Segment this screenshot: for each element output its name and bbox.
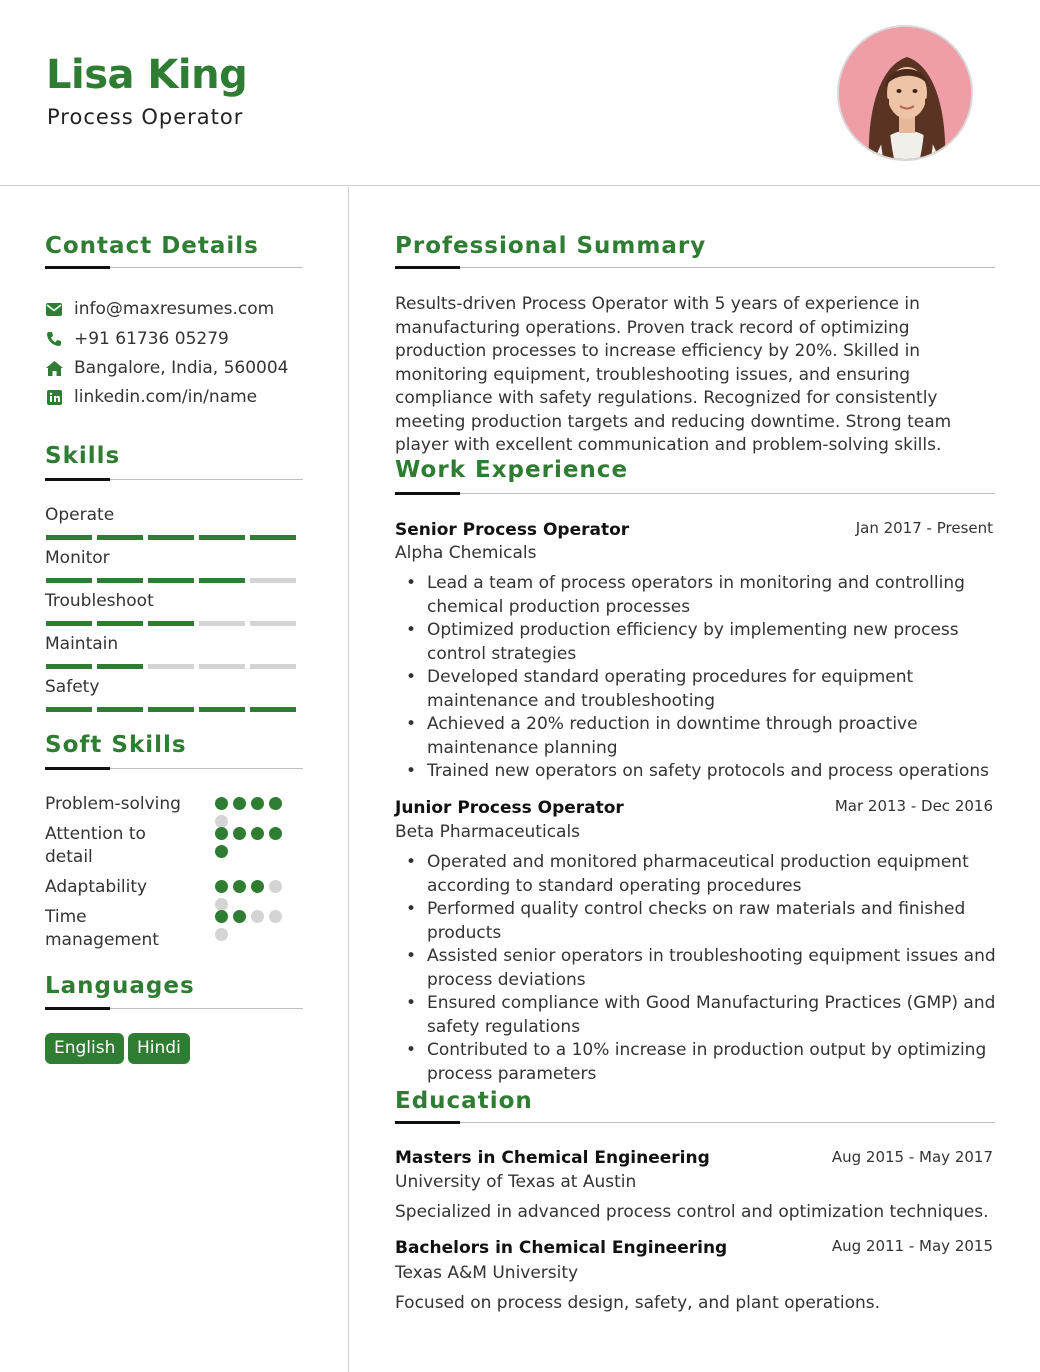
job-bullet: • Performed quality control checks on raw materials and finished products: [406, 898, 996, 945]
job-bullet: • Lead a team of process operators in monitoring and controlling chemical production processes: [406, 572, 996, 619]
skill-level-segment: [199, 707, 245, 712]
degree-dates: Aug 2011 - May 2015: [831, 1237, 993, 1255]
rating-dot: [233, 827, 246, 840]
column-divider: [348, 187, 349, 1372]
contact-linkedin[interactable]: [45, 386, 257, 408]
soft-skill-rating: [215, 910, 295, 941]
rating-dot: [215, 880, 228, 893]
languages-section-title: Languages: [45, 973, 195, 999]
linkedin-icon: [45, 388, 63, 406]
summary-section-rule: [395, 267, 995, 268]
rating-dot: [269, 880, 282, 893]
soft-skill-label: Adaptability: [45, 877, 148, 897]
skill-level-segment: [250, 664, 296, 669]
soft-skill-rating: [215, 827, 295, 858]
rating-dot: [251, 797, 264, 810]
skill-level-segment: [148, 621, 194, 626]
candidate-role: Process Operator: [47, 105, 244, 129]
soft-skill-rating: [215, 880, 295, 911]
job-bullet: • Contributed to a 10% increase in production output by optimizing process parameters: [406, 1039, 996, 1086]
school-name: University of Texas at Austin: [395, 1172, 637, 1192]
skill-label: Monitor: [45, 548, 110, 568]
summary-text: Results-driven Process Operator with 5 years of experience in manufacturing operations. Proven track record of optimizing production processes to increase efficiency by 20%. Skilled in monitoring equipment, troubleshooting issues, and ensuring compliance with safety regulations. Recognized for consistently meeting production targets and reducing downtime. Strong team player with excellent communication and problem-solving skills.: [395, 294, 952, 455]
degree-title: Bachelors in Chemical Engineering: [395, 1238, 728, 1258]
rating-dot: [215, 827, 228, 840]
skill-level-bar: [46, 621, 296, 626]
rating-dot: [233, 797, 246, 810]
contact-address-text: Bangalore, India, 560004: [74, 358, 289, 378]
rating-dot: [233, 880, 246, 893]
rating-dot: [215, 845, 228, 858]
contact-linkedin-text: linkedin.com/in/name: [74, 387, 258, 407]
home-icon: [45, 359, 63, 377]
skill-label: Operate: [45, 505, 115, 525]
job-dates: Mar 2013 - Dec 2016: [834, 797, 993, 815]
contact-address: [45, 357, 289, 379]
rating-dot: [215, 797, 228, 810]
degree-description: Focused on process design, safety, and plant operations.: [395, 1293, 881, 1313]
job-bullet: • Trained new operators on safety protocols and process operations: [406, 760, 996, 784]
soft-skills-section-title: Soft Skills: [45, 732, 187, 758]
skill-level-segment: [46, 707, 92, 712]
resume-header: [0, 0, 1040, 186]
skill-level-segment: [46, 621, 92, 626]
skill-level-segment: [148, 535, 194, 540]
envelope-icon: [45, 300, 63, 318]
skill-level-bar: [46, 578, 296, 583]
rating-dot: [251, 910, 264, 923]
skill-level-bar: [46, 664, 296, 669]
soft-skills-section-rule: [45, 768, 303, 769]
contact-phone-text: +91 61736 05279: [74, 329, 229, 349]
contact-phone[interactable]: [45, 328, 229, 350]
rating-dot: [251, 827, 264, 840]
experience-section-title: Work Experience: [395, 457, 629, 483]
profile-photo-illustration: [839, 27, 973, 161]
skill-level-segment: [148, 664, 194, 669]
skill-level-segment: [148, 578, 194, 583]
job-title: Junior Process Operator: [395, 798, 624, 818]
degree-title: Masters in Chemical Engineering: [395, 1148, 710, 1168]
job-bullet: • Operated and monitored pharmaceutical production equipment according to standard operating procedures: [406, 851, 996, 898]
skill-label: Maintain: [45, 634, 119, 654]
soft-skill-label: Time management: [45, 907, 159, 950]
skill-level-segment: [250, 535, 296, 540]
skills-section-rule: [45, 479, 303, 480]
degree-description: Specialized in advanced process control and optimization techniques.: [395, 1202, 989, 1222]
school-name: Texas A&M University: [395, 1263, 579, 1283]
skill-level-segment: [250, 621, 296, 626]
languages-section-rule: [45, 1008, 303, 1009]
skill-level-segment: [97, 621, 143, 626]
skill-level-segment: [97, 535, 143, 540]
job-bullet: • Achieved a 20% reduction in downtime through proactive maintenance planning: [406, 713, 996, 760]
contact-email-text: info@maxresumes.com: [74, 299, 275, 319]
skill-level-segment: [199, 664, 245, 669]
job-bullet: • Developed standard operating procedures for equipment maintenance and troubleshooting: [406, 666, 996, 713]
skill-level-segment: [97, 707, 143, 712]
language-badge-english: English: [45, 1033, 124, 1064]
summary-section-title: Professional Summary: [395, 233, 707, 259]
job-bullet: • Optimized production efficiency by implementing new process control strategies: [406, 619, 996, 666]
job-organization: Alpha Chemicals: [395, 543, 537, 563]
skill-label: Safety: [45, 677, 100, 697]
candidate-name: Lisa King: [46, 52, 248, 98]
job-bullets: [406, 851, 996, 1086]
skill-level-segment: [199, 535, 245, 540]
job-bullet: • Ensured compliance with Good Manufacturing Practices (GMP) and safety regulations: [406, 992, 996, 1039]
contact-section-title: Contact Details: [45, 233, 259, 259]
rating-dot: [251, 880, 264, 893]
skill-level-segment: [250, 707, 296, 712]
skill-level-segment: [250, 578, 296, 583]
experience-section-rule: [395, 493, 995, 494]
education-section-title: Education: [395, 1088, 533, 1114]
rating-dot: [269, 797, 282, 810]
skill-level-segment: [46, 664, 92, 669]
soft-skill-label: Attention to detail: [45, 824, 146, 867]
job-title: Senior Process Operator: [395, 520, 630, 540]
skill-level-segment: [199, 621, 245, 626]
skill-level-segment: [199, 578, 245, 583]
contact-email[interactable]: [45, 298, 274, 320]
skill-level-bar: [46, 707, 296, 712]
skill-level-bar: [46, 535, 296, 540]
skill-level-segment: [97, 664, 143, 669]
rating-dot: [233, 910, 246, 923]
skill-level-segment: [148, 707, 194, 712]
soft-skill-label: Problem-solving: [45, 794, 181, 814]
skill-level-segment: [97, 578, 143, 583]
soft-skill-rating: [215, 797, 295, 828]
skills-section-title: Skills: [45, 443, 121, 469]
job-bullets: [406, 572, 996, 784]
rating-dot: [269, 910, 282, 923]
rating-dot: [215, 928, 228, 941]
rating-dot: [215, 910, 228, 923]
job-dates: Jan 2017 - Present: [855, 519, 993, 537]
job-bullet: • Assisted senior operators in troubleshooting equipment issues and process deviations: [406, 945, 996, 992]
job-organization: Beta Pharmaceuticals: [395, 822, 581, 842]
language-badge-hindi: Hindi: [128, 1033, 190, 1064]
skill-level-segment: [46, 535, 92, 540]
skill-label: Troubleshoot: [45, 591, 154, 611]
contact-section-rule: [45, 267, 303, 268]
degree-dates: Aug 2015 - May 2017: [831, 1148, 993, 1166]
education-section-rule: [395, 1122, 995, 1123]
skill-level-segment: [46, 578, 92, 583]
profile-photo: [837, 25, 973, 161]
phone-icon: [45, 330, 63, 348]
rating-dot: [269, 827, 282, 840]
